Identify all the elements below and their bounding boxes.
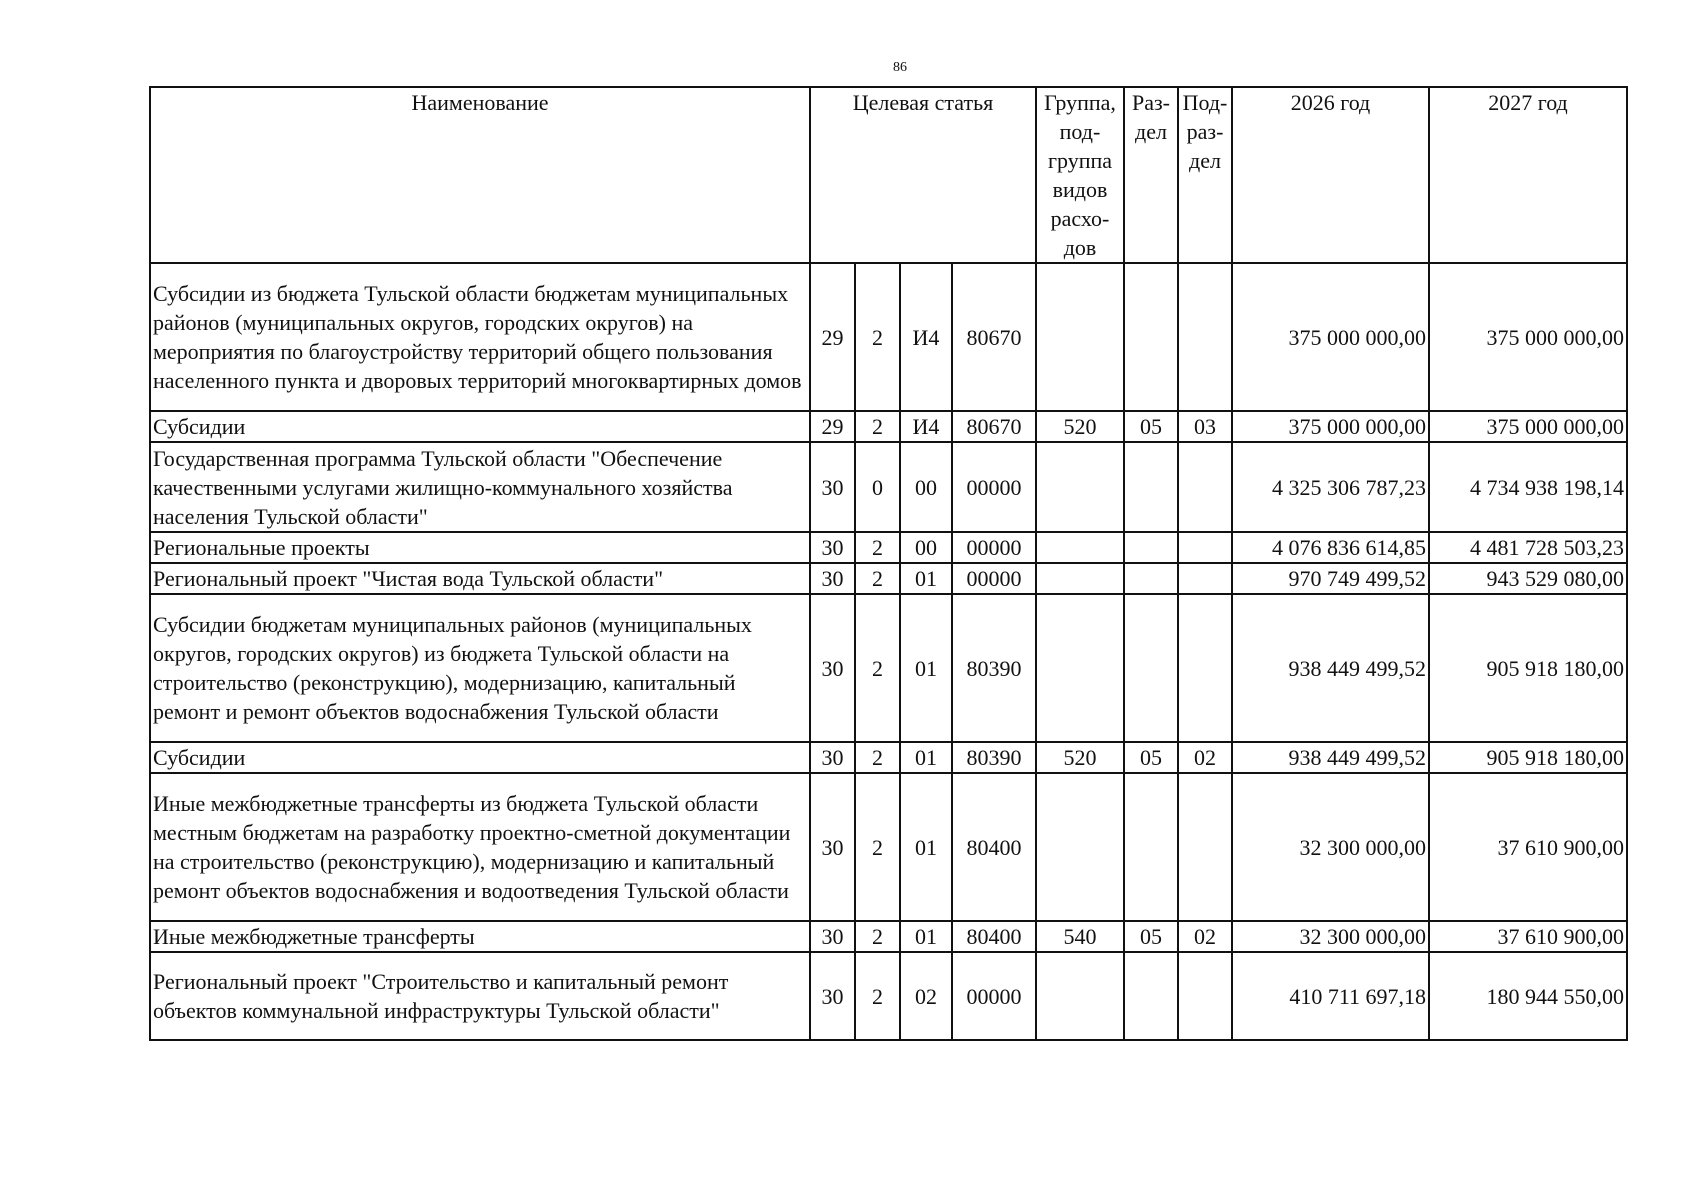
amount-2027: 180 944 550,00: [1429, 952, 1627, 1040]
target-program: 30: [810, 594, 855, 742]
target-program: 30: [810, 921, 855, 952]
section: [1124, 594, 1178, 742]
subsection: 02: [1178, 742, 1232, 773]
amount-2026: 4 076 836 614,85: [1232, 532, 1429, 563]
target-program: 29: [810, 263, 855, 411]
expense-group: [1036, 263, 1124, 411]
table-row: [150, 594, 1627, 742]
target-program: 30: [810, 442, 855, 532]
table-row: [150, 263, 1627, 411]
target-subprogram: 2: [855, 532, 900, 563]
table-row: [150, 442, 1627, 532]
expense-group: 540: [1036, 921, 1124, 952]
amount-2027: 905 918 180,00: [1429, 594, 1627, 742]
target-subprogram: 2: [855, 563, 900, 594]
expense-group: [1036, 563, 1124, 594]
target-direction: И4: [900, 263, 952, 411]
target-code: 80670: [952, 411, 1036, 442]
amount-2026: 32 300 000,00: [1232, 773, 1429, 921]
target-subprogram: 2: [855, 921, 900, 952]
header-year-2026: 2026 год: [1232, 87, 1429, 263]
subsection: [1178, 563, 1232, 594]
subsection: [1178, 952, 1232, 1040]
target-program: 30: [810, 532, 855, 563]
section: [1124, 532, 1178, 563]
amount-2027: 375 000 000,00: [1429, 263, 1627, 411]
row-name: Субсидии из бюджета Тульской области бюджетам муниципальных районов (муниципальных округов, городских округов) на мероприятия по благоустройству территорий общего пользования населенного пункта и дворовых территорий многоквартирных домов: [150, 263, 810, 411]
target-subprogram: 2: [855, 263, 900, 411]
expense-group: 520: [1036, 742, 1124, 773]
amount-2027: 375 000 000,00: [1429, 411, 1627, 442]
section: [1124, 952, 1178, 1040]
row-name: Региональный проект "Строительство и капитальный ремонт объектов коммунальной инфраструктуры Тульской области": [150, 952, 810, 1040]
amount-2026: 375 000 000,00: [1232, 411, 1429, 442]
amount-2026: 4 325 306 787,23: [1232, 442, 1429, 532]
target-code: 00000: [952, 563, 1036, 594]
row-name: Субсидии: [150, 411, 810, 442]
target-subprogram: 2: [855, 742, 900, 773]
table-row: [150, 921, 1627, 952]
amount-2026: 410 711 697,18: [1232, 952, 1429, 1040]
target-direction: 00: [900, 532, 952, 563]
table-row: [150, 563, 1627, 594]
row-name: Субсидии: [150, 742, 810, 773]
subsection: [1178, 594, 1232, 742]
subsection: [1178, 263, 1232, 411]
amount-2027: 4 481 728 503,23: [1429, 532, 1627, 563]
target-direction: 00: [900, 442, 952, 532]
table-row: [150, 952, 1627, 1040]
section: [1124, 773, 1178, 921]
expense-group: [1036, 594, 1124, 742]
expense-group: [1036, 442, 1124, 532]
table-row: [150, 411, 1627, 442]
target-code: 00000: [952, 532, 1036, 563]
target-direction: И4: [900, 411, 952, 442]
row-name: Государственная программа Тульской области "Обеспечение качественными услугами жилищно-коммунального хозяйства населения Тульской области": [150, 442, 810, 532]
table-row: [150, 532, 1627, 563]
amount-2027: 943 529 080,00: [1429, 563, 1627, 594]
target-code: 80400: [952, 773, 1036, 921]
section: [1124, 442, 1178, 532]
target-direction: 01: [900, 921, 952, 952]
subsection: 03: [1178, 411, 1232, 442]
target-program: 30: [810, 742, 855, 773]
expense-group: [1036, 952, 1124, 1040]
target-program: 30: [810, 773, 855, 921]
target-program: 30: [810, 952, 855, 1040]
target-direction: 01: [900, 742, 952, 773]
row-name: Иные межбюджетные трансферты из бюджета Тульской области местным бюджетам на разработку проектно-сметной документации на строительство (реконструкцию), модернизацию и капитальный ремонт объектов водоснабжения и водоотведения Тульской области: [150, 773, 810, 921]
section: [1124, 563, 1178, 594]
target-direction: 01: [900, 563, 952, 594]
amount-2026: 938 449 499,52: [1232, 742, 1429, 773]
target-subprogram: 2: [855, 952, 900, 1040]
target-subprogram: 2: [855, 594, 900, 742]
subsection: [1178, 532, 1232, 563]
header-expense-group: Группа, под-группа видов расхо-дов: [1036, 87, 1124, 263]
table-row: [150, 773, 1627, 921]
target-direction: 01: [900, 773, 952, 921]
target-code: 80390: [952, 594, 1036, 742]
budget-table: [149, 86, 1628, 1041]
subsection: [1178, 442, 1232, 532]
expense-group: [1036, 773, 1124, 921]
header-name: Наименование: [150, 87, 810, 263]
expense-group: [1036, 532, 1124, 563]
target-code: 00000: [952, 952, 1036, 1040]
target-subprogram: 0: [855, 442, 900, 532]
row-name: Иные межбюджетные трансферты: [150, 921, 810, 952]
target-direction: 02: [900, 952, 952, 1040]
row-name: Региональные проекты: [150, 532, 810, 563]
target-subprogram: 2: [855, 773, 900, 921]
header-subsection: Под-раз-дел: [1178, 87, 1232, 263]
target-code: 80400: [952, 921, 1036, 952]
page-number: 86: [893, 60, 907, 75]
row-name: Региональный проект "Чистая вода Тульской области": [150, 563, 810, 594]
target-code: 80670: [952, 263, 1036, 411]
section: [1124, 263, 1178, 411]
amount-2026: 375 000 000,00: [1232, 263, 1429, 411]
amount-2027: 905 918 180,00: [1429, 742, 1627, 773]
expense-group: 520: [1036, 411, 1124, 442]
table-row: [150, 742, 1627, 773]
section: 05: [1124, 411, 1178, 442]
subsection: 02: [1178, 921, 1232, 952]
table-header-row: [150, 87, 1627, 263]
target-subprogram: 2: [855, 411, 900, 442]
target-direction: 01: [900, 594, 952, 742]
section: 05: [1124, 742, 1178, 773]
header-target-article: Целевая статья: [810, 87, 1036, 263]
amount-2027: 37 610 900,00: [1429, 773, 1627, 921]
target-program: 29: [810, 411, 855, 442]
header-year-2027: 2027 год: [1429, 87, 1627, 263]
amount-2027: 4 734 938 198,14: [1429, 442, 1627, 532]
amount-2026: 970 749 499,52: [1232, 563, 1429, 594]
section: 05: [1124, 921, 1178, 952]
target-program: 30: [810, 563, 855, 594]
row-name: Субсидии бюджетам муниципальных районов (муниципальных округов, городских округов) из бюджета Тульской области на строительство (реконструкцию), модернизацию, капитальный ремонт и ремонт объектов водоснабжения Тульской области: [150, 594, 810, 742]
target-code: 80390: [952, 742, 1036, 773]
amount-2026: 938 449 499,52: [1232, 594, 1429, 742]
amount-2026: 32 300 000,00: [1232, 921, 1429, 952]
amount-2027: 37 610 900,00: [1429, 921, 1627, 952]
subsection: [1178, 773, 1232, 921]
header-section: Раз-дел: [1124, 87, 1178, 263]
target-code: 00000: [952, 442, 1036, 532]
